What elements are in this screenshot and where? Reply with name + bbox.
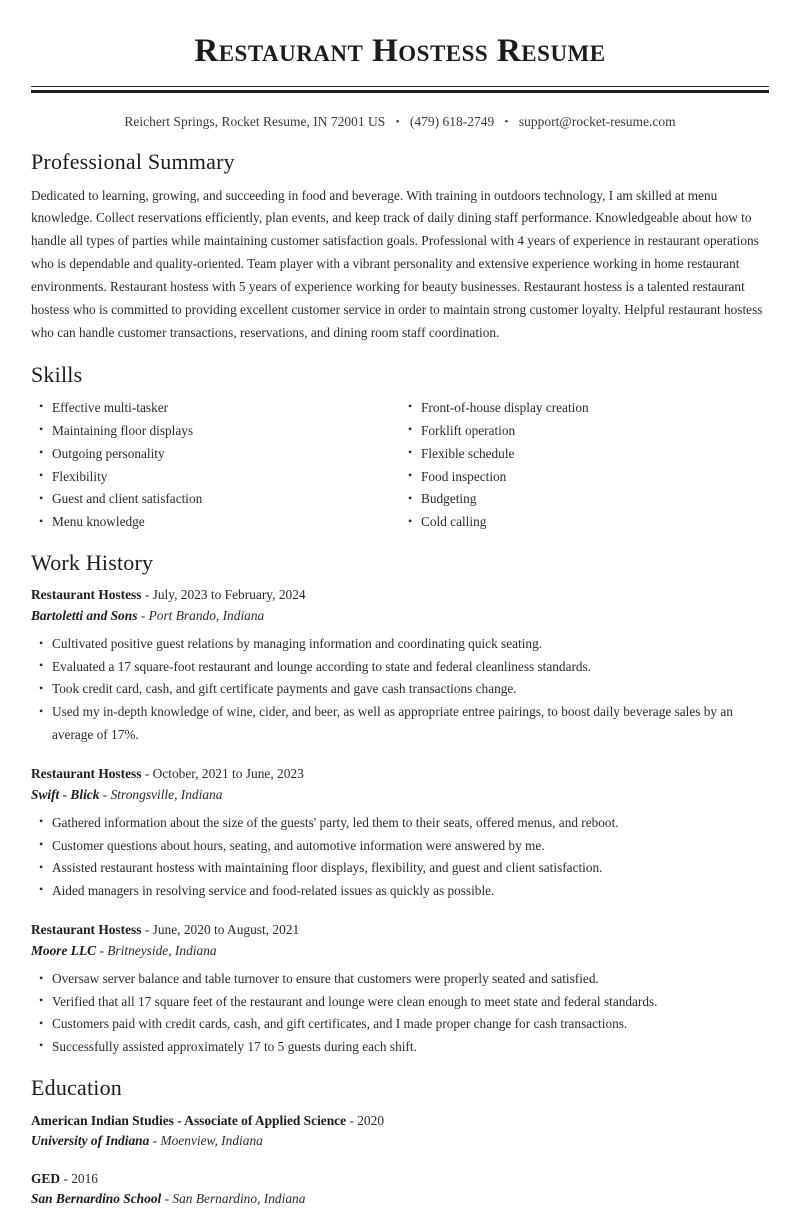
job-company-line (31, 785, 769, 805)
skill-item: • Outgoing personality (31, 443, 400, 466)
contact-phone[interactable]: (479) 618-2749 (409, 114, 495, 130)
contact-line (31, 113, 769, 132)
skill-item: • Maintaining floor displays (31, 420, 400, 443)
job-bullet: • Cultivated positive guest relations by managing information and coordinating quick seating. (31, 633, 769, 656)
job-company: Bartoletti and Sons (31, 607, 138, 623)
job-title: Restaurant Hostess (31, 922, 142, 938)
divider-rule-thick (31, 90, 769, 93)
education-list (31, 1111, 769, 1209)
separator-dash: - (141, 766, 153, 782)
skills-list-right (400, 397, 769, 534)
skill-item: • Effective multi-tasker (31, 397, 400, 420)
skill-item: • Flexible schedule (400, 443, 769, 466)
page-title: Restaurant Hostess Resume (194, 33, 606, 69)
separator-dash: - (99, 786, 111, 802)
education-school: University of Indiana (31, 1133, 150, 1149)
skills-list-left (31, 397, 400, 534)
job-bullet: • Oversaw server balance and table turnover to ensure that customers were properly seated and satisfied. (31, 968, 769, 991)
education-school-line (31, 1131, 769, 1151)
skill-item: • Guest and client satisfaction (31, 488, 400, 511)
job-list (31, 585, 769, 1058)
job-dates: July, 2023 to February, 2024 (152, 587, 306, 603)
job-bullet-list (31, 968, 769, 1058)
header-divider (31, 86, 769, 93)
separator-dash: - (161, 1190, 173, 1206)
job-entry (31, 585, 769, 746)
section-professional-summary (31, 149, 769, 344)
job-bullet: • Took credit card, cash, and gift certificate payments and gave cash transactions change. (31, 678, 769, 701)
job-bullet-list (31, 812, 769, 902)
skills-columns (31, 397, 769, 534)
job-company-line (31, 941, 769, 961)
separator-dash: - (149, 1133, 161, 1149)
summary-text: Dedicated to learning, growing, and succeeding in food and beverage. With training in outdoors technology, I am skilled at menu knowledge. Collect reservations efficiently, plan events, and keep track of daily dining staff performance. Knowledgeable about how to handle all types of parties while maintaining customer satisfaction goals. Professional with 4 years of experience in restaurant operations who is dependable and quality-oriented. Team player with a vibrant personality and extensive experience working in home restaurant environments. Restaurant hostess with 5 years of experience working for beauty businesses. Restaurant hostess is a talented restaurant hostess who is committed to providing excellent customer service in order to maintain strong customer loyalty. Helpful restaurant hostess who can handle customer transactions, reservations, and dining room staff coordination. (31, 187, 763, 340)
education-degree-line (31, 1111, 769, 1131)
education-year: 2016 (71, 1170, 98, 1186)
section-heading-education: Education (31, 1075, 122, 1101)
education-year: 2020 (357, 1112, 385, 1128)
contact-separator-2: • (504, 116, 509, 129)
job-title: Restaurant Hostess (31, 766, 142, 782)
section-heading-skills: Skills (31, 361, 83, 387)
job-bullet: • Aided managers in resolving service and food-related issues as quickly as possible. (31, 880, 769, 903)
skill-item: • Cold calling (400, 511, 769, 534)
job-dates: October, 2021 to June, 2023 (152, 766, 304, 782)
job-location: Strongsville, Indiana (110, 786, 223, 802)
job-bullet: • Used my in-depth knowledge of wine, cider, and beer, as well as appropriate entree pairings, to boost daily beverage sales by an average of 17%. (31, 701, 769, 746)
job-bullet: • Assisted restaurant hostess with maintaining floor displays, flexibility, and guest and client satisfaction. (31, 857, 769, 880)
contact-separator-1: • (395, 116, 400, 129)
job-bullet: • Customer questions about hours, seating, and automotive information were answered by me. (31, 835, 769, 858)
job-bullet: • Successfully assisted approximately 17 to 5 guests during each shift. (31, 1036, 769, 1059)
contact-email[interactable]: support@rocket-resume.com (518, 114, 676, 130)
job-bullet-list (31, 633, 769, 746)
separator-dash: - (346, 1112, 358, 1128)
job-company: Moore LLC (31, 942, 97, 958)
section-education (31, 1075, 769, 1209)
job-company-line (31, 606, 769, 626)
job-company: Swift - Blick (31, 786, 100, 802)
education-location: Moenview, Indiana (160, 1133, 263, 1149)
job-entry (31, 920, 769, 1058)
education-location: San Bernardino, Indiana (172, 1190, 306, 1206)
skill-item: • Flexibility (31, 466, 400, 489)
job-dates: June, 2020 to August, 2021 (152, 922, 300, 938)
skills-column-left (31, 397, 400, 534)
job-title: Restaurant Hostess (31, 587, 142, 603)
job-location: Britneyside, Indiana (107, 942, 217, 958)
section-skills (31, 362, 769, 535)
job-location: Port Brando, Indiana (148, 607, 265, 623)
contact-address: Reichert Springs, Rocket Resume, IN 72001 US (124, 114, 386, 130)
education-school: San Bernardino School (31, 1190, 162, 1206)
job-title-line (31, 585, 769, 605)
section-heading-summary: Professional Summary (31, 149, 235, 175)
skill-item: • Front-of-house display creation (400, 397, 769, 420)
job-bullet: • Evaluated a 17 square-foot restaurant and lounge according to state and federal cleanliness standards. (31, 656, 769, 679)
job-bullet: • Customers paid with credit cards, cash, and gift certificates, and I made proper change for cash transactions. (31, 1013, 769, 1036)
separator-dash: - (141, 587, 153, 603)
education-degree: American Indian Studies - Associate of Applied Science (31, 1112, 347, 1128)
separator-dash: - (141, 922, 153, 938)
section-heading-work-history: Work History (31, 550, 154, 576)
separator-dash: - (137, 607, 149, 623)
job-bullet: • Verified that all 17 square feet of the restaurant and lounge were clean enough to meet state and federal standards. (31, 991, 769, 1014)
job-title-line (31, 764, 769, 784)
skill-item: • Budgeting (400, 488, 769, 511)
skills-column-right (400, 397, 769, 534)
job-bullet: • Gathered information about the size of the guests' party, led them to their seats, offered menus, and reboot. (31, 812, 769, 835)
education-school-line (31, 1189, 769, 1209)
job-title-line (31, 920, 769, 940)
job-entry (31, 764, 769, 902)
section-work-history (31, 550, 769, 1058)
skill-item: • Food inspection (400, 466, 769, 489)
skill-item: • Menu knowledge (31, 511, 400, 534)
education-entry (31, 1169, 769, 1209)
separator-dash: - (96, 942, 108, 958)
education-entry (31, 1111, 769, 1152)
skill-item: • Forklift operation (400, 420, 769, 443)
education-degree: GED (31, 1170, 61, 1186)
education-degree-line (31, 1169, 769, 1189)
separator-dash: - (60, 1170, 72, 1186)
